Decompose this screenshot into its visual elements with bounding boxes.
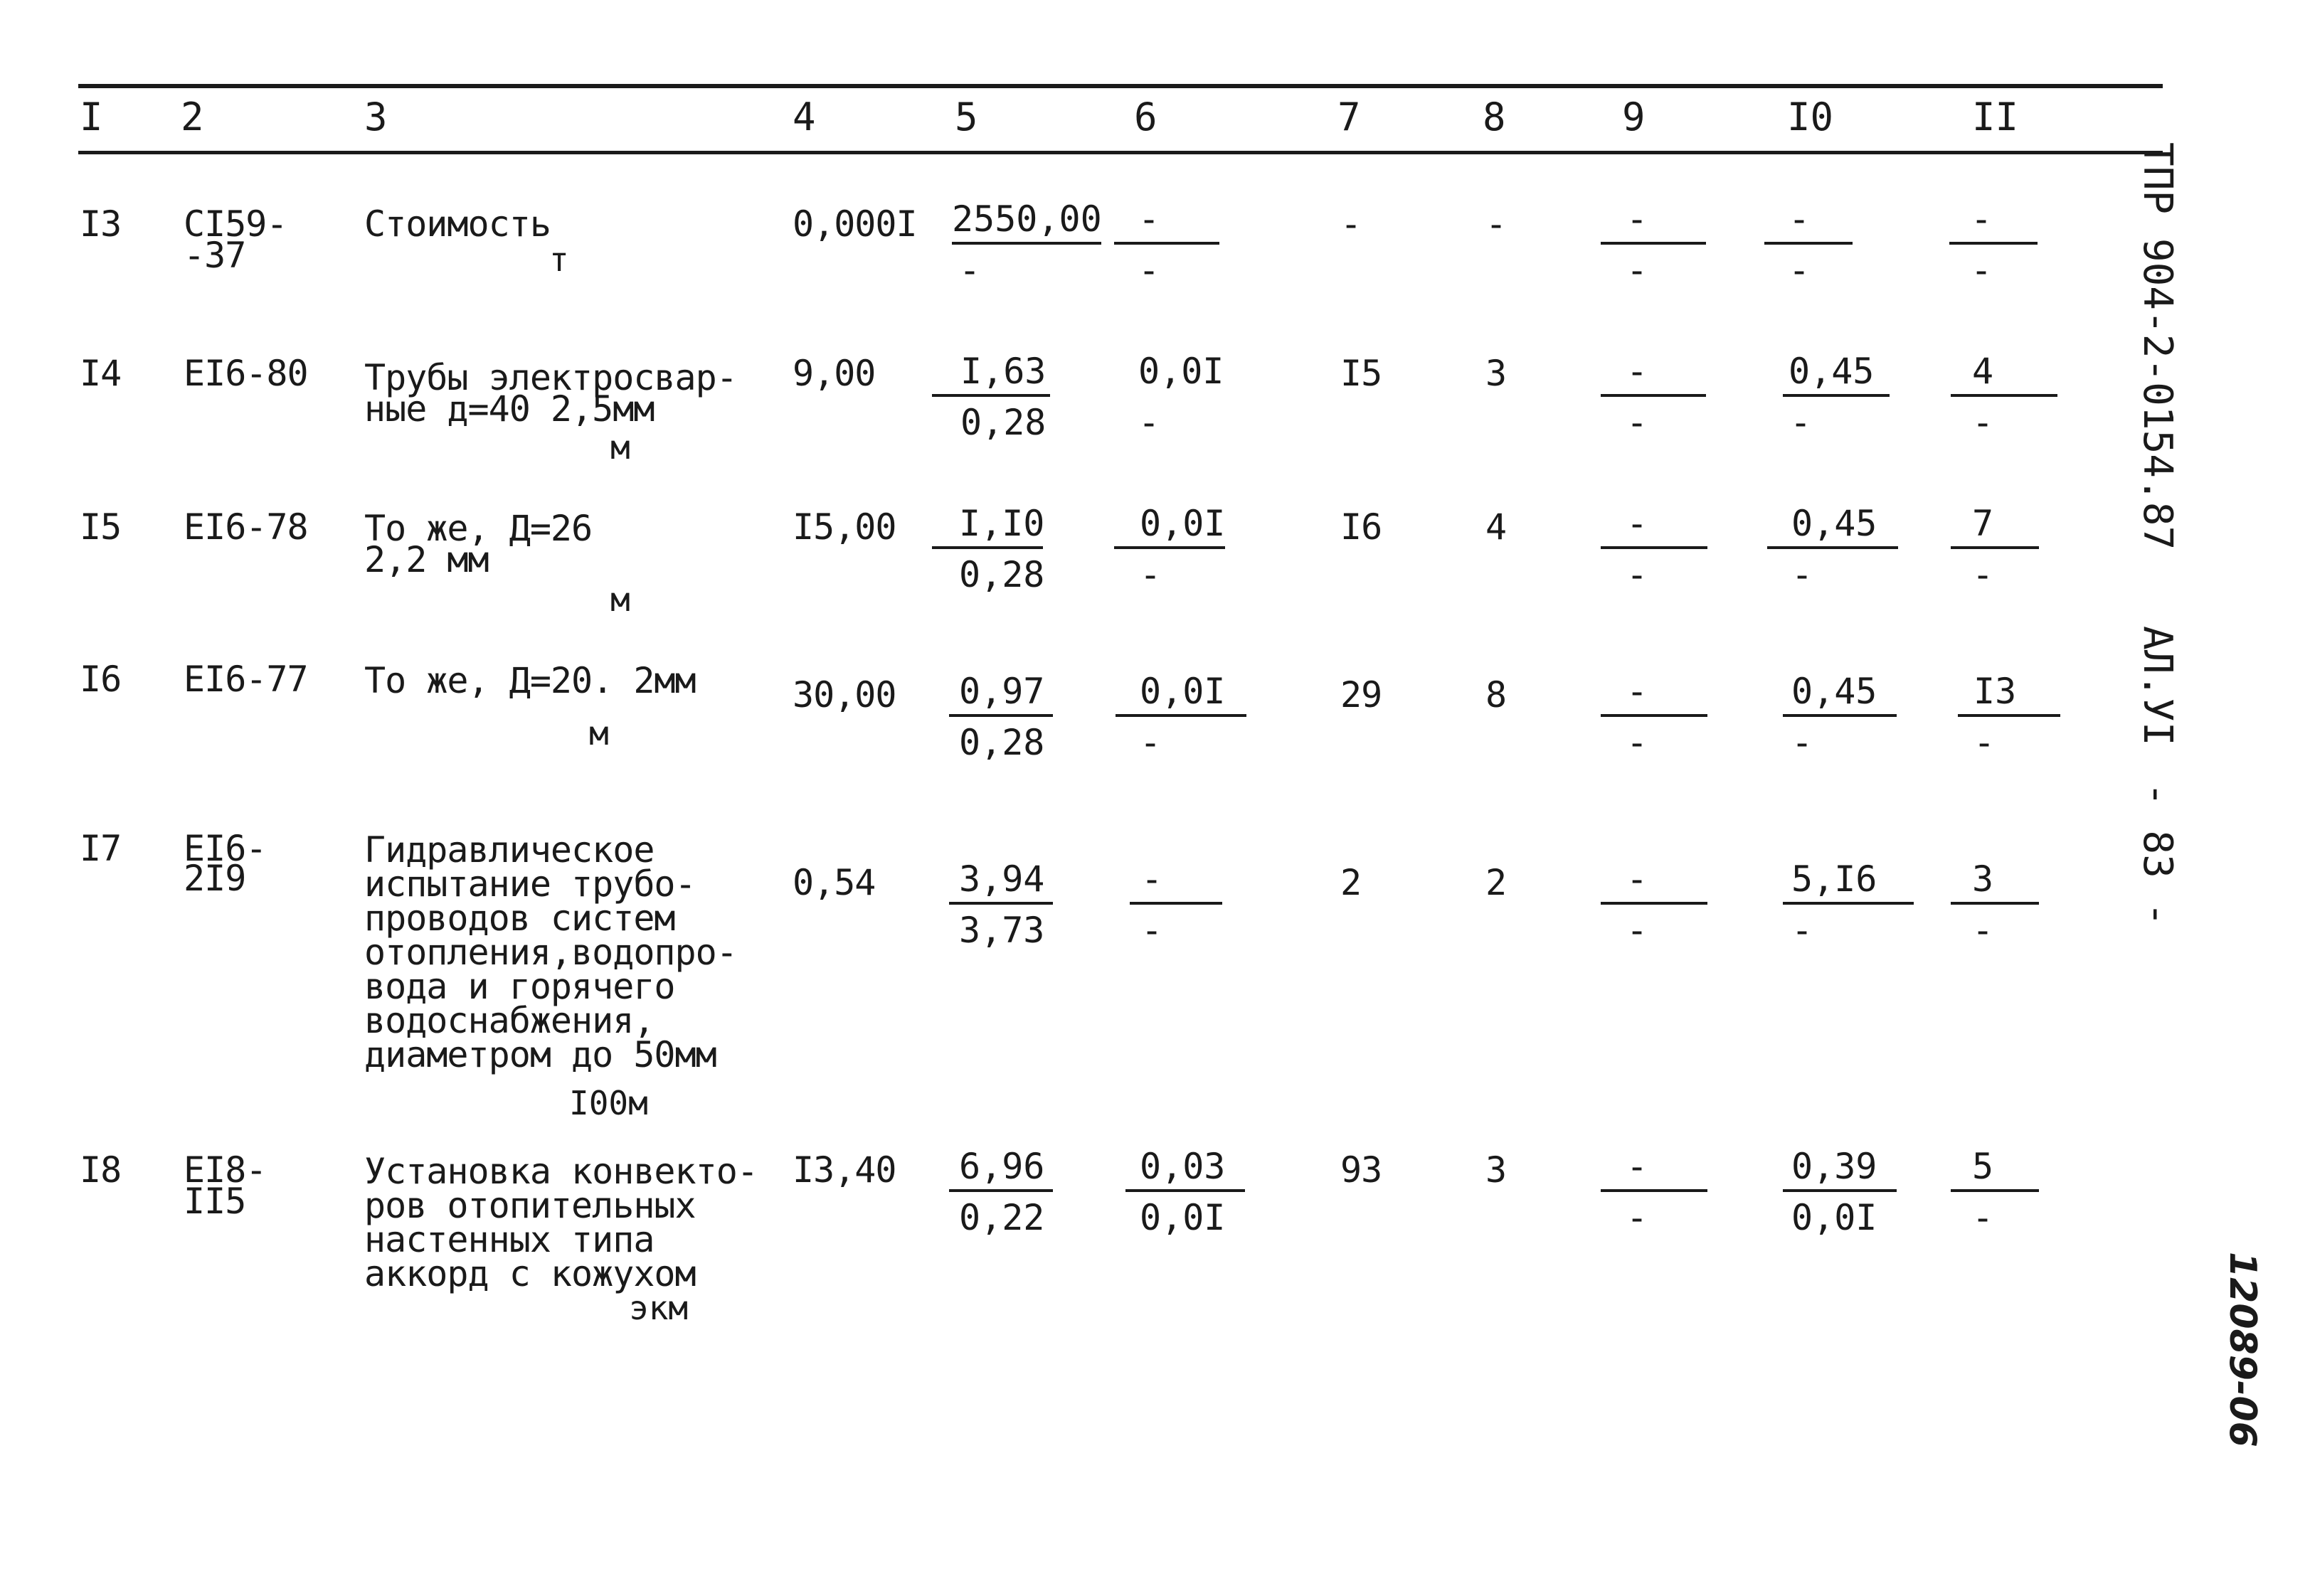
fraction-bottom: 0,28 bbox=[960, 402, 1047, 443]
unit-of-measure: м bbox=[589, 714, 609, 752]
header-col-10: I0 bbox=[1787, 95, 1834, 139]
fraction-top: 0,0I bbox=[1140, 671, 1226, 712]
fraction-bottom: 0,22 bbox=[959, 1197, 1045, 1238]
work-description: ные д=40 2,5мм bbox=[364, 388, 655, 430]
fraction-bar bbox=[1125, 1189, 1245, 1192]
fraction-top: 0,45 bbox=[1789, 351, 1875, 392]
header-rule bbox=[78, 151, 2163, 154]
fraction-bottom: - bbox=[1138, 250, 1160, 291]
fraction-top: 0,39 bbox=[1791, 1146, 1877, 1187]
col7-value: 29 bbox=[1340, 674, 1382, 715]
fraction-bar bbox=[1601, 714, 1707, 717]
row-number: I6 bbox=[80, 659, 122, 700]
rate-code: -37 bbox=[184, 235, 246, 276]
work-description: вода и горячего bbox=[364, 966, 675, 1007]
col8-value: 3 bbox=[1485, 1149, 1507, 1191]
fraction-bottom: - bbox=[1626, 1197, 1648, 1238]
fraction-bottom: - bbox=[1626, 722, 1648, 763]
fraction-bar bbox=[1783, 1189, 1897, 1192]
fraction-bottom: - bbox=[1973, 722, 1996, 763]
col8-value: 2 bbox=[1485, 862, 1507, 903]
fraction-bar bbox=[1114, 242, 1219, 245]
unit-of-measure: т bbox=[549, 240, 569, 279]
quantity: 9,00 bbox=[793, 353, 876, 394]
fraction-bar bbox=[1130, 902, 1222, 905]
row-number: I7 bbox=[80, 828, 122, 869]
quantity: I5,00 bbox=[793, 506, 896, 548]
fraction-bar bbox=[1951, 394, 2057, 397]
fraction-top: 5 bbox=[1972, 1146, 1994, 1187]
fraction-bar bbox=[1958, 714, 2060, 717]
fraction-bottom: - bbox=[1971, 250, 1993, 291]
fraction-bar bbox=[1601, 1189, 1707, 1192]
col7-value: I5 bbox=[1340, 353, 1382, 394]
fraction-bar bbox=[1601, 242, 1706, 245]
fraction-top: 0,0I bbox=[1138, 351, 1224, 392]
fraction-top: - bbox=[1626, 858, 1648, 900]
fraction-bottom: - bbox=[1626, 250, 1648, 291]
fraction-bottom: - bbox=[1140, 554, 1162, 595]
row-number: I8 bbox=[80, 1149, 122, 1191]
work-description: ров отопительных bbox=[364, 1185, 696, 1226]
quantity: 30,00 bbox=[793, 674, 896, 715]
fraction-top: 4 bbox=[1972, 351, 1994, 392]
document-code: ТПР 904-2-0154.87 bbox=[2134, 142, 2181, 550]
fraction-top: - bbox=[1971, 198, 1993, 240]
header-col-3: 3 bbox=[364, 95, 388, 139]
work-description: Стоимость bbox=[364, 203, 551, 245]
fraction-bottom: - bbox=[1791, 910, 1813, 951]
fraction-bottom: - bbox=[1972, 1197, 1994, 1238]
col8-value: 3 bbox=[1485, 353, 1507, 394]
fraction-top: 7 bbox=[1972, 503, 1994, 544]
fraction-top: 6,96 bbox=[959, 1146, 1045, 1187]
fraction-top: - bbox=[1626, 1146, 1648, 1187]
fraction-bar bbox=[1783, 394, 1890, 397]
fraction-top: - bbox=[1626, 503, 1648, 544]
quantity: 0,000I bbox=[793, 203, 917, 245]
row-number: I3 bbox=[80, 203, 122, 245]
unit-of-measure: м bbox=[610, 580, 630, 619]
fraction-bottom: 0,28 bbox=[959, 722, 1045, 763]
fraction-bottom: 0,0I bbox=[1791, 1197, 1877, 1238]
work-description: То же, Д=20. 2мм bbox=[364, 660, 696, 701]
unit-of-measure: м bbox=[610, 428, 630, 467]
header-col-8: 8 bbox=[1483, 95, 1506, 139]
rate-code: II5 bbox=[184, 1181, 246, 1222]
fraction-top: 2550,00 bbox=[952, 198, 1102, 240]
fraction-bar bbox=[1951, 546, 2039, 549]
rate-code: EI6-77 bbox=[184, 659, 308, 700]
fraction-bar bbox=[1601, 902, 1707, 905]
album-number: АЛ.УI bbox=[2134, 626, 2181, 746]
work-description: отопления,водопро- bbox=[364, 932, 737, 973]
work-description: настенных типа bbox=[364, 1219, 655, 1260]
rate-code: CI59- bbox=[184, 203, 287, 245]
fraction-top: 3,94 bbox=[959, 858, 1045, 900]
fraction-bottom: - bbox=[1790, 402, 1812, 443]
page-number: - 83 - bbox=[2134, 782, 2181, 927]
fraction-bottom: - bbox=[1626, 402, 1648, 443]
rate-code: 2I9 bbox=[184, 858, 246, 899]
fraction-bottom: - bbox=[1789, 250, 1811, 291]
fraction-top: 3 bbox=[1972, 858, 1994, 900]
fraction-bar bbox=[1783, 902, 1914, 905]
fraction-bottom: 0,0I bbox=[1140, 1197, 1226, 1238]
fraction-bottom: - bbox=[1972, 402, 1994, 443]
fraction-bar bbox=[949, 714, 1053, 717]
fraction-bottom: 3,73 bbox=[959, 910, 1045, 951]
fraction-top: 0,0I bbox=[1140, 503, 1226, 544]
fraction-bar bbox=[1949, 242, 2038, 245]
col8-value: 4 bbox=[1485, 506, 1507, 548]
top-rule bbox=[78, 84, 2163, 88]
fraction-bottom: - bbox=[1138, 402, 1160, 443]
header-col-4: 4 bbox=[793, 95, 816, 139]
quantity: I3,40 bbox=[793, 1149, 896, 1191]
unit-of-measure: I00м bbox=[569, 1084, 648, 1122]
header-col-11: II bbox=[1972, 95, 2019, 139]
col7-value: I6 bbox=[1340, 506, 1382, 548]
fraction-bar bbox=[952, 242, 1101, 245]
unit-of-measure: экм bbox=[629, 1289, 689, 1327]
fraction-bar bbox=[1601, 546, 1707, 549]
fraction-bottom: - bbox=[1141, 910, 1163, 951]
work-description: аккорд с кожухом bbox=[364, 1253, 696, 1294]
rate-code: EI6-80 bbox=[184, 353, 308, 394]
fraction-bottom: - bbox=[1140, 722, 1162, 763]
fraction-bottom: - bbox=[1791, 722, 1813, 763]
fraction-top: 5,I6 bbox=[1791, 858, 1877, 900]
fraction-bar bbox=[932, 394, 1050, 397]
fraction-top: - bbox=[1626, 351, 1648, 392]
col7-value: 93 bbox=[1340, 1149, 1382, 1191]
work-description: 2,2 мм bbox=[364, 539, 489, 580]
rate-code: EI8- bbox=[184, 1149, 267, 1191]
work-description: проводов систем bbox=[364, 898, 675, 939]
fraction-top: 0,45 bbox=[1791, 503, 1877, 544]
fraction-top: I3 bbox=[1973, 671, 2017, 712]
row-number: I4 bbox=[80, 353, 122, 394]
fraction-bar bbox=[1601, 394, 1706, 397]
fraction-bar bbox=[949, 1189, 1053, 1192]
col7-value: 2 bbox=[1340, 862, 1362, 903]
work-description: Трубы электросвар- bbox=[364, 357, 737, 398]
fraction-top: 0,45 bbox=[1791, 671, 1877, 712]
rate-code: EI6- bbox=[184, 828, 267, 869]
col8-value: 8 bbox=[1485, 674, 1507, 715]
fraction-bottom: - bbox=[1626, 910, 1648, 951]
fraction-bar bbox=[932, 546, 1043, 549]
work-description: водоснабжения, bbox=[364, 1000, 655, 1041]
fraction-bar bbox=[1116, 714, 1246, 717]
rate-code: EI6-78 bbox=[184, 506, 308, 548]
header-col-2: 2 bbox=[181, 95, 204, 139]
header-col-7: 7 bbox=[1337, 95, 1361, 139]
fraction-top: - bbox=[1626, 198, 1648, 240]
fraction-bar bbox=[949, 902, 1053, 905]
header-col-6: 6 bbox=[1134, 95, 1157, 139]
fraction-bottom: - bbox=[1972, 910, 1994, 951]
archive-stamp: 12089-06 bbox=[2221, 1252, 2264, 1447]
row-number: I5 bbox=[80, 506, 122, 548]
fraction-top: 0,97 bbox=[959, 671, 1045, 712]
fraction-top: - bbox=[1626, 671, 1648, 712]
header-col-5: 5 bbox=[955, 95, 978, 139]
work-description: диаметром до 50мм bbox=[364, 1034, 716, 1075]
fraction-bar bbox=[1767, 546, 1898, 549]
fraction-bottom: 0,28 bbox=[959, 554, 1045, 595]
fraction-bar bbox=[1951, 1189, 2039, 1192]
fraction-top: - bbox=[1138, 198, 1160, 240]
fraction-top: I,63 bbox=[960, 351, 1047, 392]
col8-value: - bbox=[1485, 203, 1507, 245]
work-description: То же, Д=26 bbox=[364, 508, 593, 549]
header-col-9: 9 bbox=[1622, 95, 1646, 139]
fraction-bottom: - bbox=[1626, 554, 1648, 595]
fraction-top: 0,03 bbox=[1140, 1146, 1226, 1187]
work-description: Гидравлическое bbox=[364, 829, 655, 871]
quantity: 0,54 bbox=[793, 862, 876, 903]
fraction-bottom: - bbox=[959, 250, 981, 291]
fraction-top: - bbox=[1789, 198, 1811, 240]
fraction-bar bbox=[1114, 546, 1225, 549]
fraction-bottom: - bbox=[1791, 554, 1813, 595]
header-col-1: I bbox=[80, 95, 103, 139]
fraction-bar bbox=[1783, 714, 1897, 717]
work-description: Установка конвекто- bbox=[364, 1151, 758, 1192]
fraction-top: - bbox=[1141, 858, 1163, 900]
fraction-bottom: - bbox=[1972, 554, 1994, 595]
col7-value: - bbox=[1340, 203, 1362, 245]
fraction-bar bbox=[1764, 242, 1853, 245]
work-description: испытание трубо- bbox=[364, 863, 696, 905]
fraction-top: I,I0 bbox=[959, 503, 1045, 544]
fraction-bar bbox=[1951, 902, 2039, 905]
